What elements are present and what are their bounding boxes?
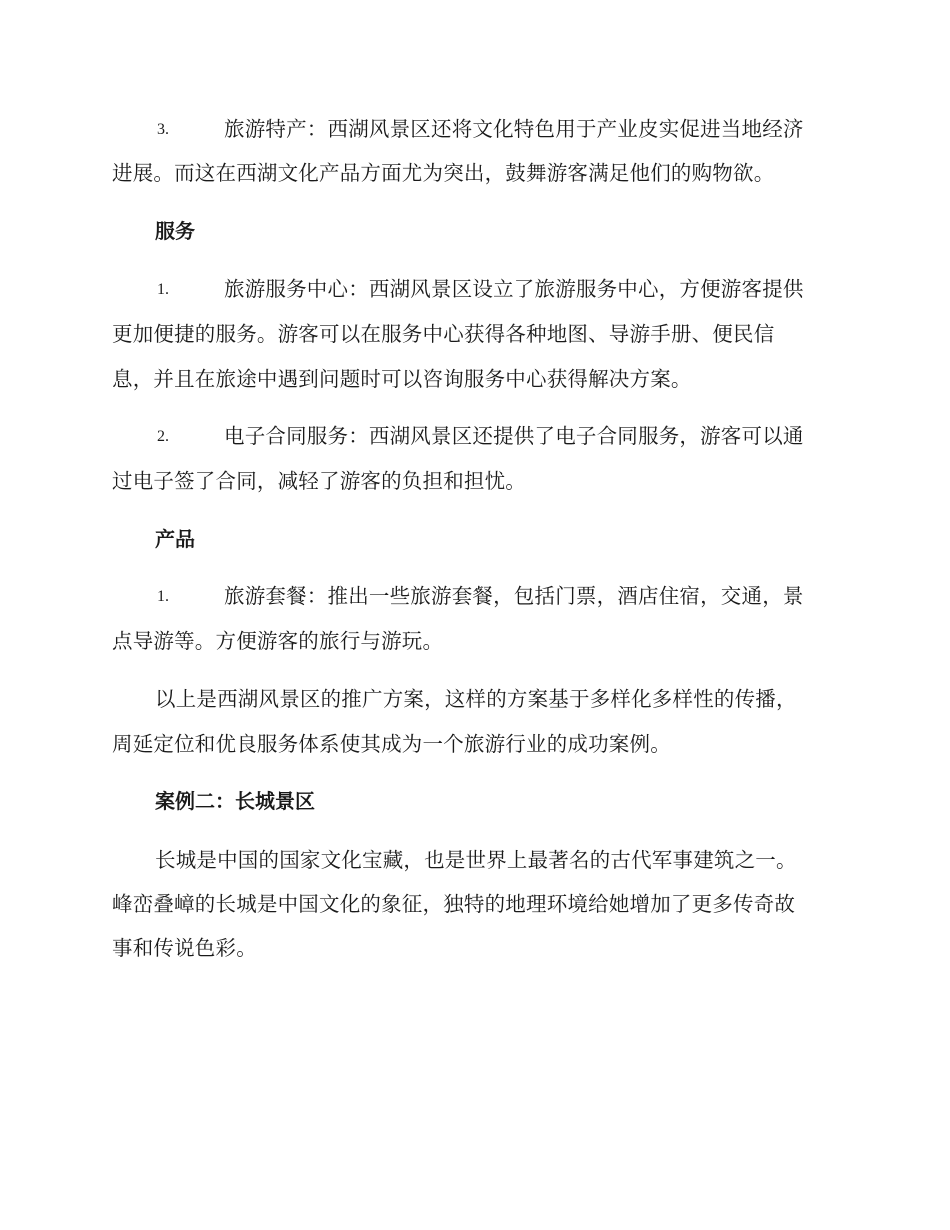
section-heading-services: 服务 [155, 219, 195, 243]
paragraph-line: 息，并且在旅途中遇到问题时可以咨询服务中心获得解决方案。 [112, 367, 692, 391]
list-number: 2. [157, 428, 169, 445]
list-number: 1. [157, 588, 169, 605]
paragraph-line: 过电子签了合同，减轻了游客的负担和担忧。 [112, 469, 526, 493]
paragraph-line: 事和传说色彩。 [112, 936, 257, 960]
paragraph-line: 点导游等。方便游客的旅行与游玩。 [112, 629, 444, 653]
section-heading-case2: 案例二：长城景区 [155, 789, 315, 813]
paragraph-line: 旅游特产：西湖风景区还将文化特色用于产业皮实促进当地经济 [224, 117, 804, 141]
paragraph-line: 以上是西湖风景区的推广方案，这样的方案基于多样化多样性的传播， [155, 687, 797, 711]
section-heading-products: 产品 [155, 527, 195, 551]
paragraph-line: 峰峦叠嶂的长城是中国文化的象征，独特的地理环境给她增加了更多传奇故 [112, 892, 796, 916]
paragraph-line: 旅游服务中心：西湖风景区设立了旅游服务中心，方便游客提供 [224, 277, 804, 301]
paragraph-line: 进展。而这在西湖文化产品方面尤为突出，鼓舞游客满足他们的购物欲。 [112, 161, 775, 185]
paragraph-line: 更加便捷的服务。游客可以在服务中心获得各种地图、导游手册、便民信 [112, 322, 775, 346]
list-number: 3. [157, 121, 169, 138]
paragraph-line: 长城是中国的国家文化宝藏，也是世界上最著名的古代军事建筑之一。 [155, 848, 797, 872]
paragraph-line: 周延定位和优良服务体系使其成为一个旅游行业的成功案例。 [112, 732, 671, 756]
paragraph-line: 电子合同服务：西湖风景区还提供了电子合同服务，游客可以通 [224, 424, 804, 448]
list-number: 1. [157, 281, 169, 298]
paragraph-line: 旅游套餐：推出一些旅游套餐，包括门票，酒店住宿，交通，景 [224, 584, 804, 608]
